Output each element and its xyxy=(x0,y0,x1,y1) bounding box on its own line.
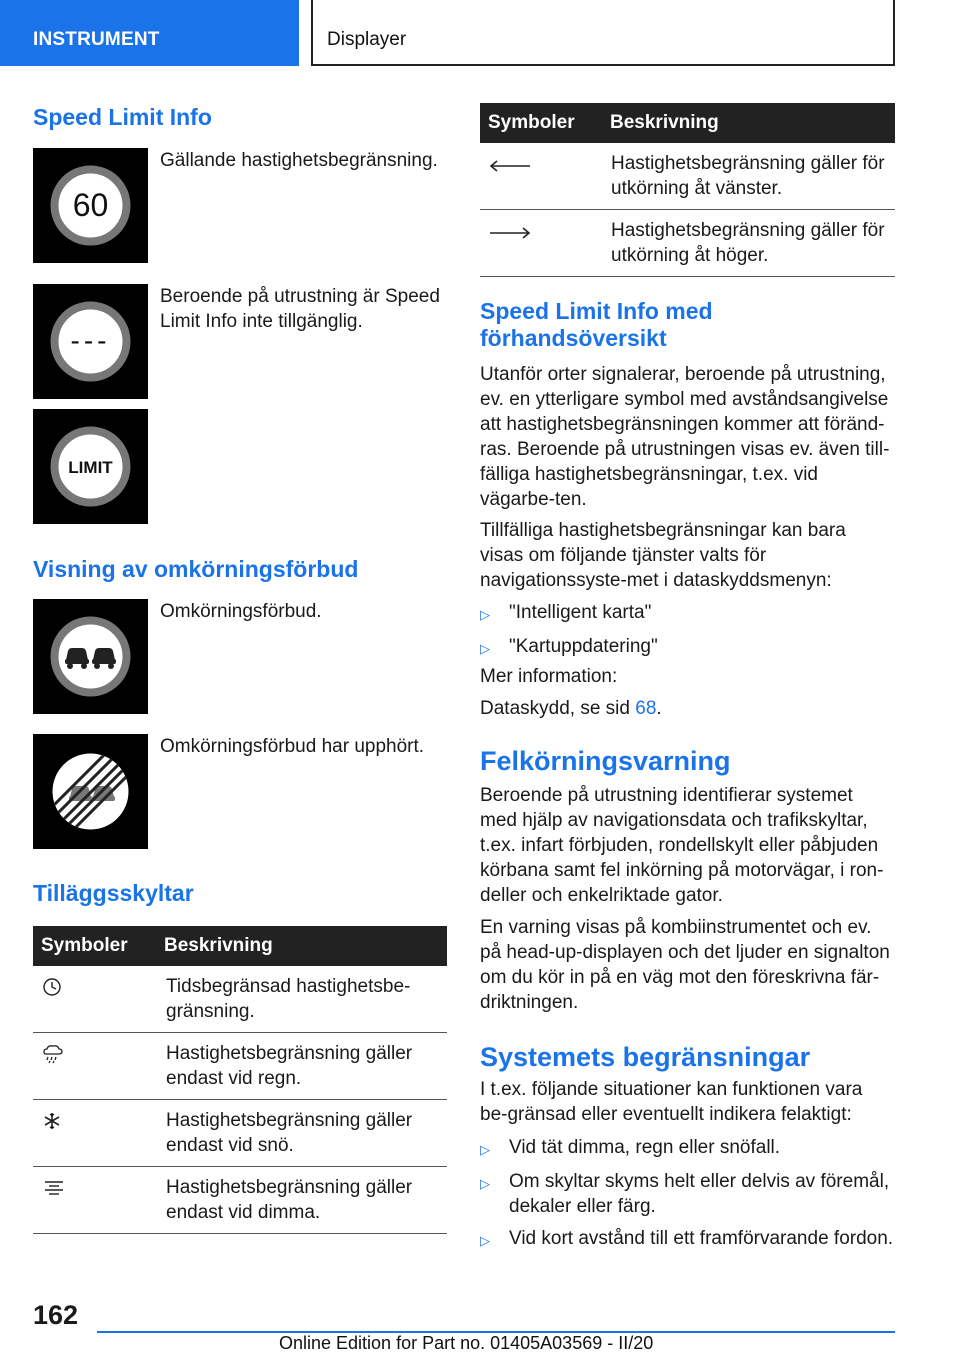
col-header-description: Beskrivning xyxy=(156,926,447,966)
table-row xyxy=(33,1100,447,1167)
speed-unavailable-sign-icon xyxy=(33,284,148,399)
triangle-bullet-icon: ▷ xyxy=(480,607,490,622)
preview-paragraph-1: Utanför orter signalerar, beroende på utrustning, ev. en ytterligare symbol med avståndsangivelse att hastighetsbegränsningen kommer att föränd-ras. Beroende på utrustningen visas ev. även till-fälliga hastighetsbegränsningar, t.ex. vid vägarbe-ten. xyxy=(480,364,890,510)
rain-icon xyxy=(41,1049,65,1070)
table-row xyxy=(33,1167,447,1234)
exit-direction-table xyxy=(480,103,895,277)
list-item-text: Vid tät dimma, regn eller snöfall. xyxy=(509,1137,781,1158)
overtaking-end-item xyxy=(33,734,425,849)
table-cell-description: Tidsbegränsad hastighetsbe-gränsning. xyxy=(156,966,447,1033)
arrow-left-icon xyxy=(488,157,532,178)
data-protection-ref: Dataskydd, se sid 68. xyxy=(480,698,662,719)
overtaking-item-text: Omkörningsförbud. xyxy=(160,601,322,622)
limits-paragraph: I t.ex. följande situationer kan funktionen vara be-gränsad eller eventuellt indikera felaktigt: xyxy=(480,1079,863,1125)
list-item xyxy=(480,1169,894,1219)
chapter-tab xyxy=(311,0,895,66)
chapter-label: Displayer xyxy=(327,29,407,50)
speed-60-sign-icon xyxy=(33,148,148,263)
table-cell-description: Hastighetsbegränsning gäller endast vid regn. xyxy=(156,1033,447,1100)
overtaking-item xyxy=(33,599,322,714)
table-row xyxy=(33,1033,447,1100)
list-item-text: "Intelligent karta" xyxy=(509,602,652,623)
wrong-way-heading: Felkörningsvarning xyxy=(480,746,731,776)
speed-item-limit xyxy=(33,409,148,524)
more-info-label: Mer information: xyxy=(480,666,618,687)
triangle-bullet-icon: ▷ xyxy=(480,1142,490,1157)
no-overtaking-sign-icon xyxy=(33,599,148,714)
list-item xyxy=(480,600,894,627)
page-link-68[interactable]: 68 xyxy=(635,698,657,719)
section-label: INSTRUMENT xyxy=(33,29,160,50)
speed-item-60 xyxy=(33,148,438,263)
list-item-text: Om skyltar skyms helt eller delvis av föremål, dekaler eller färg. xyxy=(509,1171,890,1217)
list-item xyxy=(480,634,894,661)
edition-footer: Online Edition for Part no. 01405A03569 - II/20 xyxy=(279,1333,654,1353)
overtaking-end-text: Omkörningsförbud har upphört. xyxy=(160,736,425,757)
limit-sign-icon xyxy=(33,409,148,524)
svg-text:---: --- xyxy=(70,325,111,356)
triangle-bullet-icon: ▷ xyxy=(480,641,490,656)
limits-bullet-list xyxy=(480,1135,894,1253)
section-tab xyxy=(0,0,299,66)
overtaking-heading: Visning av omkörningsförbud xyxy=(33,556,359,582)
snowflake-icon xyxy=(41,1116,63,1137)
col-header-symbols: Symboler xyxy=(33,926,156,966)
col-header-description: Beskrivning xyxy=(602,103,895,143)
list-item-text: Vid kort avstånd till ett framförvarande fordon. xyxy=(509,1228,894,1249)
end-no-overtaking-sign-icon xyxy=(33,734,148,849)
preview-paragraph-2: Tillfälliga hastighetsbegränsningar kan bara visas om följande tjänster valts för navigationssyste-met i dataskyddsmenyn: xyxy=(480,520,846,591)
arrow-right-icon xyxy=(488,224,532,245)
preview-heading: Speed Limit Info med förhandsöversikt xyxy=(480,298,713,351)
col-header-symbols: Symboler xyxy=(480,103,602,143)
list-item xyxy=(480,1135,894,1162)
speed-item-unavailable xyxy=(33,284,440,399)
wrong-way-paragraph-1: Beroende på utrustning identifierar systemet med hjälp av navigationsdata och trafikskyltar, t.ex. infart förbjuden, rondellskylt eller påbjuden körbana samt fel inkörning på motorvägar, i ron-deller och enkelriktade gator. xyxy=(480,785,884,906)
table-row xyxy=(480,210,895,277)
table-cell-description: Hastighetsbegränsning gäller endast vid dimma. xyxy=(156,1167,447,1234)
triangle-bullet-icon: ▷ xyxy=(480,1233,490,1248)
speed-item-text: Beroende på utrustning är Speed Limit Info inte tillgänglig. xyxy=(160,286,440,332)
list-item-text: "Kartuppdatering" xyxy=(509,636,658,657)
table-cell-description: Hastighetsbegränsning gäller endast vid snö. xyxy=(156,1100,447,1167)
supplementary-table xyxy=(33,926,447,1234)
fog-icon xyxy=(41,1183,67,1204)
table-row xyxy=(480,143,895,210)
table-row xyxy=(33,966,447,1033)
triangle-bullet-icon: ▷ xyxy=(480,1176,490,1191)
table-cell-description: Hastighetsbegränsning gäller för utkörning åt höger. xyxy=(602,210,895,277)
limits-heading: Systemets begränsningar xyxy=(480,1042,811,1072)
speed-item-text: Gällande hastighetsbegränsning. xyxy=(160,150,438,171)
preview-bullet-list xyxy=(480,600,894,661)
table-header-row xyxy=(480,103,895,143)
list-item xyxy=(480,1226,894,1253)
table-header-row xyxy=(33,926,447,966)
svg-text:60: 60 xyxy=(72,187,109,223)
svg-text:LIMIT: LIMIT xyxy=(68,458,113,477)
speed-limit-heading: Speed Limit Info xyxy=(33,104,212,130)
clock-icon xyxy=(41,982,63,1003)
table-cell-description: Hastighetsbegränsning gäller för utkörning åt vänster. xyxy=(602,143,895,210)
wrong-way-paragraph-2: En varning visas på kombiinstrumentet och ev. på head-up-displayen och det ljuder en signalton om du kör in på en väg mot den föreskrivna fär-driktningen. xyxy=(480,917,890,1013)
supplementary-heading: Tilläggsskyltar xyxy=(33,880,194,906)
page-number: 162 xyxy=(33,1300,79,1330)
